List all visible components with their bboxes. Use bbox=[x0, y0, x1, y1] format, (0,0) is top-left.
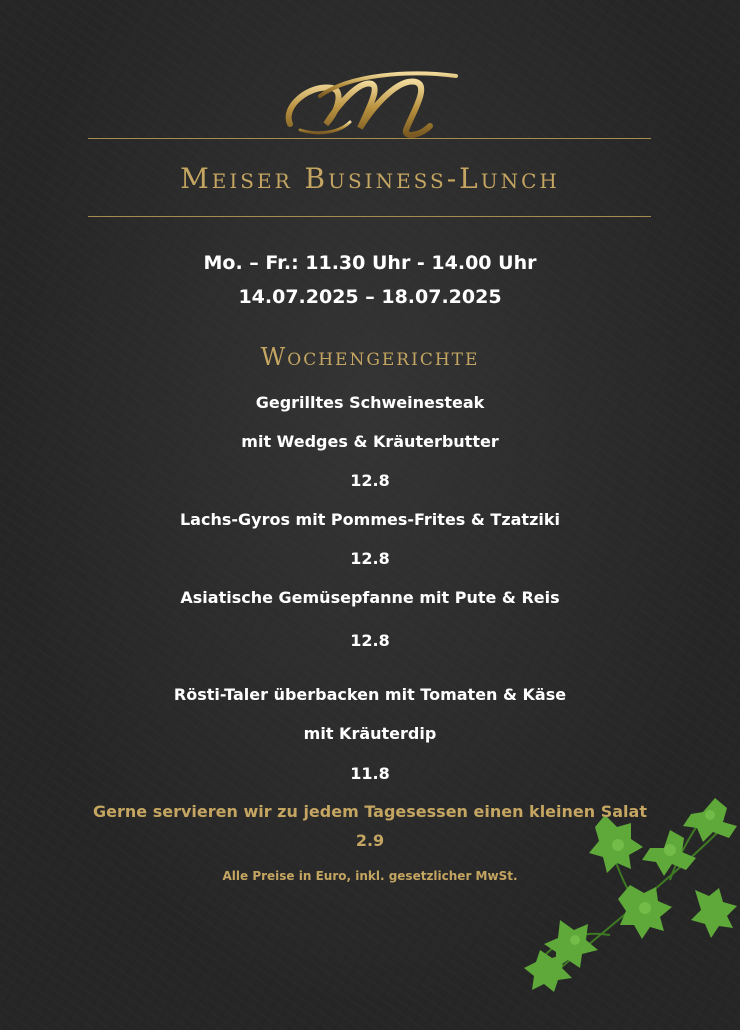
dish-4-price: 11.8 bbox=[350, 764, 390, 783]
parsley-decoration bbox=[520, 790, 740, 1000]
page-title: Meiser Business-Lunch bbox=[180, 162, 560, 195]
salad-price: 2.9 bbox=[355, 831, 385, 850]
dish-3-price: 12.8 bbox=[350, 631, 390, 650]
salad-note: Gerne servieren wir zu jedem Tagesessen einen kleinen Salat bbox=[93, 802, 647, 821]
dish-4-line-2: mit Kräuterdip bbox=[303, 724, 437, 743]
opening-hours: Mo. – Fr.: 11.30 Uhr - 14.00 Uhr bbox=[203, 252, 537, 274]
date-range: 14.07.2025 – 18.07.2025 bbox=[238, 286, 502, 308]
divider-bottom bbox=[88, 216, 651, 217]
dish-1-price: 12.8 bbox=[350, 471, 390, 490]
dish-2-price: 12.8 bbox=[350, 549, 390, 568]
vat-note: Alle Preise in Euro, inkl. gesetzlicher MwSt. bbox=[222, 869, 518, 883]
dish-1-line-2: mit Wedges & Kräuterbutter bbox=[241, 432, 499, 451]
dish-2-line-1: Lachs-Gyros mit Pommes-Frites & Tzatziki bbox=[179, 510, 560, 529]
dish-4-line-1: Rösti-Taler überbacken mit Tomaten & Käse bbox=[173, 685, 567, 704]
dish-3-line-1: Asiatische Gemüsepfanne mit Pute & Reis bbox=[180, 588, 560, 607]
meiser-monogram-logo bbox=[280, 66, 462, 142]
dish-1-line-1: Gegrilltes Schweinesteak bbox=[255, 393, 485, 412]
section-title: Wochengerichte bbox=[260, 343, 480, 371]
divider-top bbox=[88, 138, 651, 139]
